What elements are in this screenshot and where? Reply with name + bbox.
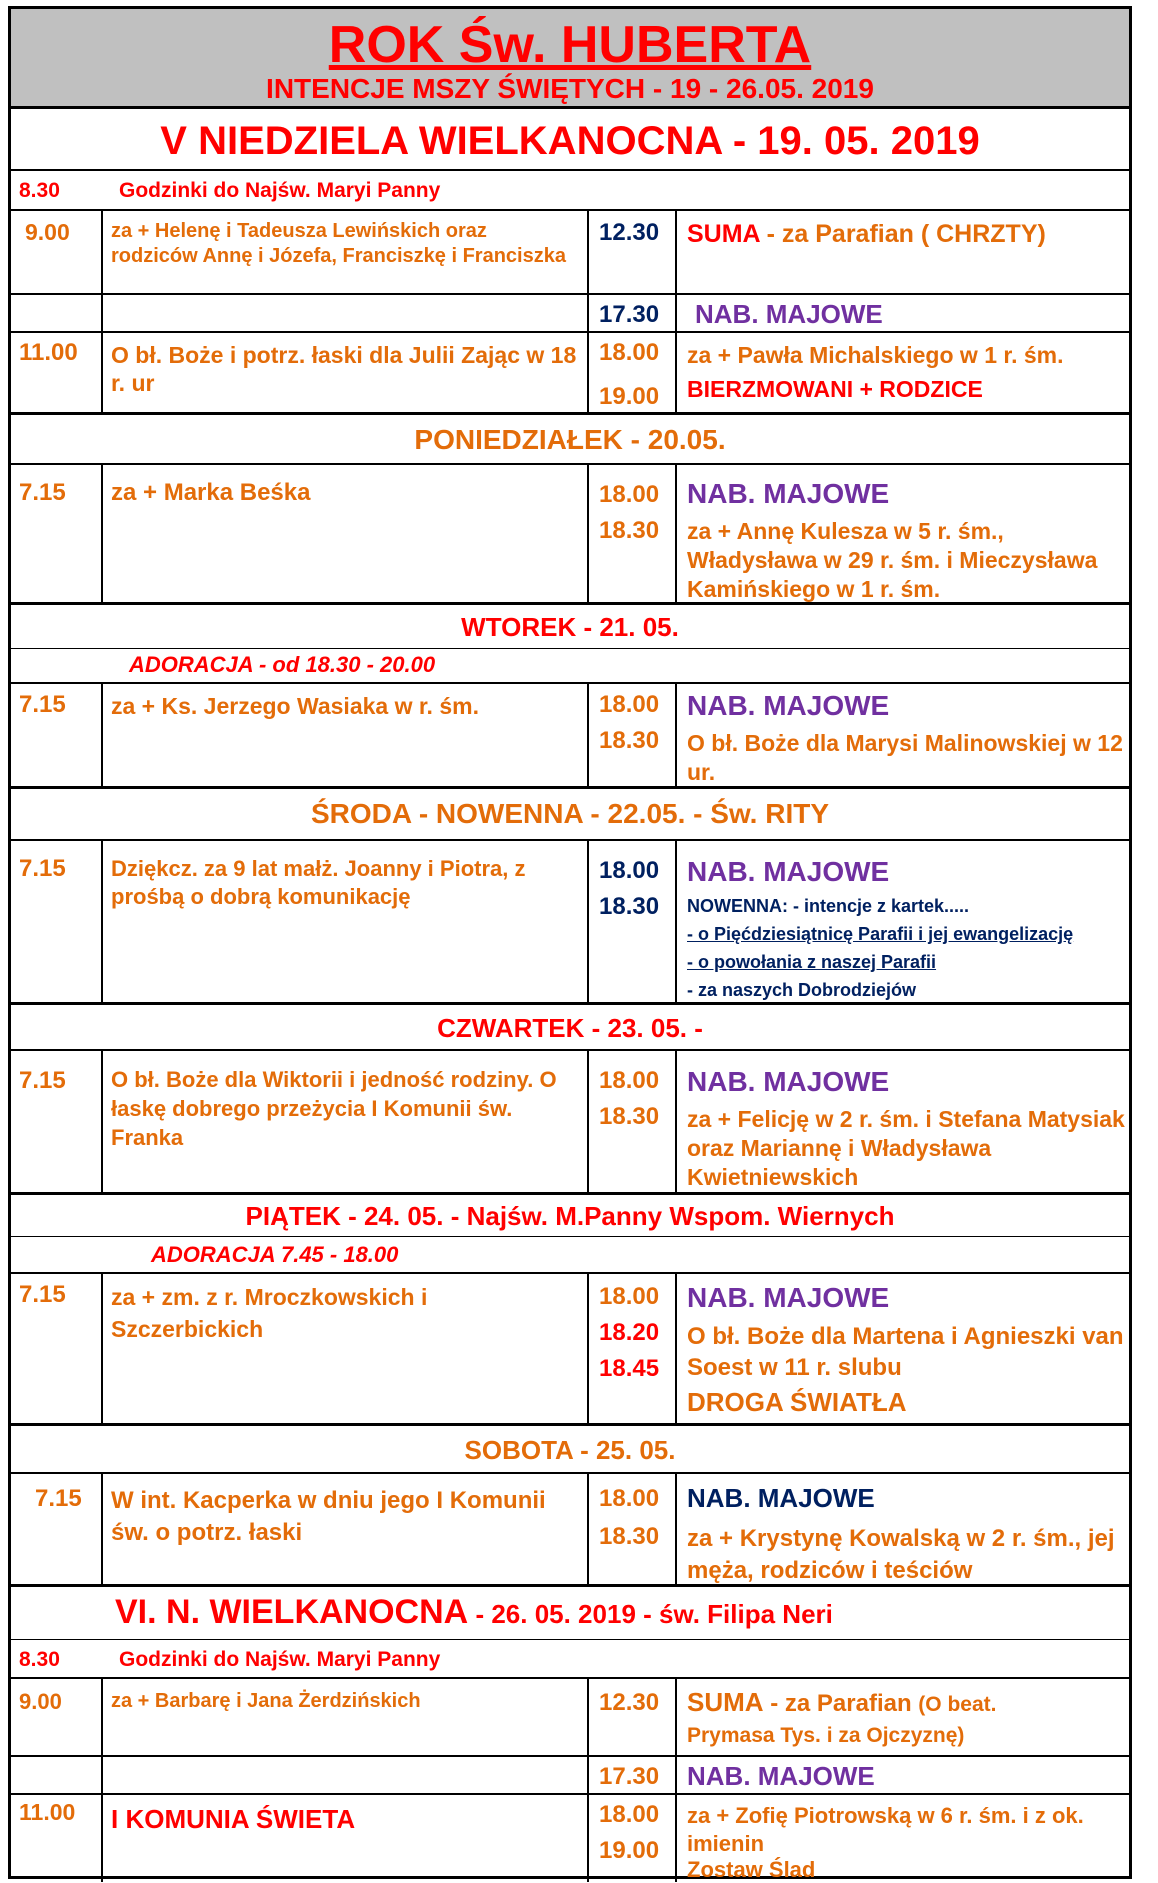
sunday2-godzinki-text: Godzinki do Najśw. Maryi Panny bbox=[119, 1648, 441, 1671]
sunday2-time-1900: 19.00 bbox=[599, 1837, 660, 1864]
column-divider bbox=[101, 1472, 103, 1584]
sunday2-time-1100: 11.00 bbox=[19, 1799, 76, 1825]
sunday2-godzinki-time: 8.30 bbox=[19, 1648, 60, 1671]
monday-heading-band bbox=[11, 415, 1129, 463]
friday-time-715: 7.15 bbox=[19, 1281, 66, 1308]
sunday2-heading-main: VI. N. WIELKANOCNA bbox=[115, 1593, 469, 1631]
column-divider bbox=[587, 1049, 589, 1192]
divider bbox=[11, 1472, 1129, 1474]
column-divider bbox=[101, 839, 103, 1002]
monday-time-1830: 18.30 bbox=[599, 517, 660, 544]
saturday-intention-1830: za + Krystynę Kowalską w 2 r. śm., jej męża, rodziców i teściów bbox=[687, 1525, 1115, 1584]
monday-time-1800: 18.00 bbox=[599, 481, 660, 508]
divider bbox=[11, 1049, 1129, 1051]
divider bbox=[11, 209, 1129, 211]
column-divider bbox=[587, 1472, 589, 1584]
thursday-time-1800: 18.00 bbox=[599, 1067, 660, 1094]
wednesday-heading: ŚRODA - NOWENNA - 22.05. - Św. RITY bbox=[310, 798, 830, 829]
tuesday-nab: NAB. MAJOWE bbox=[687, 690, 890, 721]
wednesday-time-715: 7.15 bbox=[19, 855, 66, 882]
sunday2-time-1730: 17.30 bbox=[599, 1763, 660, 1790]
schedule-sheet bbox=[8, 6, 1132, 1882]
friday-adoracja: ADORACJA 7.45 - 18.00 bbox=[151, 1242, 399, 1267]
divider bbox=[11, 682, 1129, 684]
column-divider bbox=[587, 463, 589, 602]
suma-text: - za Parafian bbox=[763, 1690, 919, 1717]
wednesday-nab: NAB. MAJOWE bbox=[687, 856, 890, 887]
sunday2-intention-900: za + Barbarę i Jana Żerdzińskich bbox=[111, 1690, 421, 1712]
saturday-time-715: 7.15 bbox=[35, 1485, 82, 1512]
saturday-time-1800: 18.00 bbox=[599, 1485, 660, 1512]
friday-intention-1820: O bł. Boże dla Martena i Agnieszki van Soest w 11 r. slubu bbox=[687, 1323, 1124, 1381]
monday-intention-1830: za + Annę Kulesza w 5 r. śm., Władysława w 29 r. śm. i Mieczysława Kamińskiego w 1 r. śm. bbox=[687, 518, 1098, 602]
sunday1-time-1230: 12.30 bbox=[599, 219, 660, 246]
tuesday-time-715: 7.15 bbox=[19, 691, 66, 718]
sunday1-intention-1800: za + Pawła Michalskiego w 1 r. śm. bbox=[687, 342, 1064, 368]
divider bbox=[11, 1677, 1129, 1679]
divider bbox=[11, 331, 1129, 333]
wednesday-time-1830: 18.30 bbox=[599, 893, 660, 920]
sunday1-time-1800: 18.00 bbox=[599, 339, 660, 366]
wednesday-intention-715: Dziękcz. za 9 lat małż. Joanny i Piotra, z prośbą o dobrą komunikację bbox=[111, 856, 526, 909]
monday-nab: NAB. MAJOWE bbox=[687, 478, 890, 509]
divider bbox=[11, 1192, 1129, 1195]
divider bbox=[11, 463, 1129, 465]
column-divider bbox=[587, 682, 589, 786]
divider bbox=[11, 839, 1129, 841]
thursday-intention-1830: za + Felicję w 2 r. śm. i Stefana Matysiak oraz Mariannę i Władysława Kwietniewskich bbox=[687, 1106, 1125, 1190]
column-divider bbox=[101, 209, 103, 412]
sunday2-time-900: 9.00 bbox=[19, 1689, 62, 1714]
divider bbox=[11, 1272, 1129, 1274]
column-divider bbox=[675, 682, 677, 786]
divider bbox=[11, 1755, 1129, 1757]
friday-heading: PIĄTEK - 24. 05. - Najśw. M.Panny Wspom. Wiernych bbox=[245, 1201, 895, 1231]
column-divider bbox=[675, 1677, 677, 1882]
sunday1-time-900: 9.00 bbox=[25, 219, 70, 245]
friday-intention-715: za + zm. z r. Mroczkowskich i Szczerbickich bbox=[111, 1284, 428, 1342]
divider bbox=[11, 293, 1129, 295]
tuesday-time-1800: 18.00 bbox=[599, 691, 660, 718]
column-divider bbox=[587, 1272, 589, 1423]
suma-label: SUMA bbox=[687, 220, 760, 248]
sunday2-heading bbox=[115, 1592, 833, 1633]
sunday2-suma-note-2: Prymasa Tys. i za Ojczyznę) bbox=[687, 1724, 965, 1747]
suma-note: (O beat. bbox=[918, 1693, 997, 1716]
column-divider bbox=[101, 682, 103, 786]
column-divider bbox=[587, 1677, 589, 1882]
sunday1-intention-1900: BIERZMOWANI + RODZICE bbox=[687, 376, 983, 402]
column-divider bbox=[101, 1272, 103, 1423]
thursday-heading: CZWARTEK - 23. 05. - bbox=[437, 1013, 703, 1043]
sunday2-time-1800: 18.00 bbox=[599, 1801, 660, 1828]
divider bbox=[11, 1236, 1129, 1237]
suma-label: SUMA bbox=[687, 1687, 764, 1717]
friday-droga-swiatla: DROGA ŚWIATŁA bbox=[687, 1387, 907, 1417]
thursday-nab: NAB. MAJOWE bbox=[687, 1066, 890, 1097]
monday-time-715: 7.15 bbox=[19, 479, 66, 506]
sunday2-time-1230: 12.30 bbox=[599, 1689, 660, 1716]
column-divider bbox=[101, 463, 103, 602]
thursday-intention-715: O bł. Boże dla Wiktorii i jedność rodziny. O łaskę dobrego przeżycia I Komunii św. Franka bbox=[111, 1067, 557, 1150]
saturday-heading-band bbox=[11, 1426, 1129, 1472]
sunday2-suma bbox=[687, 1687, 996, 1719]
sunday2-intention-1800: za + Zofię Piotrowską w 6 r. śm. i z ok. imienin bbox=[687, 1803, 1084, 1856]
column-divider bbox=[675, 839, 677, 1002]
sunday1-intention-1100: O bł. Boże i potrz. łaski dla Julii Zając w 18 r. ur bbox=[111, 342, 577, 396]
wednesday-nowenna: NOWENNA: - intencje z kartek..... bbox=[687, 896, 970, 916]
saturday-intention-715: W int. Kacperka w dniu jego I Komunii św. o potrz. łaski bbox=[111, 1487, 546, 1546]
divider bbox=[11, 169, 1129, 171]
friday-time-1800: 18.00 bbox=[599, 1283, 660, 1310]
thursday-time-1830: 18.30 bbox=[599, 1103, 660, 1130]
page-title: ROK Św. HUBERTA bbox=[328, 16, 812, 74]
wednesday-nowenna-item-1: - o Pięćdziesiątnicę Parafii i jej ewangelizację bbox=[687, 924, 1074, 944]
sunday1-godzinki-text: Godzinki do Najśw. Maryi Panny bbox=[119, 179, 441, 202]
monday-intention-715: za + Marka Beśka bbox=[111, 479, 311, 506]
column-divider bbox=[675, 1049, 677, 1192]
friday-time-1820: 18.20 bbox=[599, 1319, 660, 1346]
sunday1-time-1900: 19.00 bbox=[599, 383, 660, 410]
friday-nab: NAB. MAJOWE bbox=[687, 1282, 890, 1313]
sunday1-nab: NAB. MAJOWE bbox=[695, 299, 883, 329]
tuesday-time-1830: 18.30 bbox=[599, 727, 660, 754]
tuesday-intention-715: za + Ks. Jerzego Wasiaka w r. śm. bbox=[111, 693, 479, 719]
sunday2-heading-rest: - 26. 05. 2019 - św. Filipa Neri bbox=[468, 1599, 833, 1629]
wednesday-heading-band bbox=[11, 789, 1129, 839]
sunday2-nab: NAB. MAJOWE bbox=[687, 1761, 875, 1791]
tuesday-intention-1830: O bł. Boże dla Marysi Malinowskiej w 12 ur. bbox=[687, 730, 1123, 785]
column-divider bbox=[587, 839, 589, 1002]
wednesday-nowenna-item-3: - za naszych Dobrodziejów bbox=[687, 980, 917, 1000]
sunday2-zostaw-slad: Zostaw Ślad bbox=[687, 1857, 816, 1882]
column-divider bbox=[101, 1677, 103, 1882]
column-divider bbox=[675, 1472, 677, 1584]
sunday1-heading: V NIEDZIELA WIELKANOCNA - 19. 05. 2019 bbox=[160, 119, 980, 163]
suma-text: - za Parafian ( CHRZTY) bbox=[759, 220, 1046, 248]
wednesday-nowenna-item-2: - o powołania z naszej Parafii bbox=[687, 952, 937, 972]
thursday-time-715: 7.15 bbox=[19, 1067, 66, 1094]
sunday1-suma bbox=[687, 219, 1046, 249]
header-banner bbox=[11, 9, 1129, 109]
tuesday-adoracja: ADORACJA - od 18.30 - 20.00 bbox=[129, 652, 436, 677]
sunday2-intention-1100: I KOMUNIA ŚWIETA bbox=[111, 1804, 356, 1834]
divider bbox=[11, 1639, 1129, 1640]
saturday-time-1830: 18.30 bbox=[599, 1523, 660, 1550]
friday-time-1845: 18.45 bbox=[599, 1355, 660, 1382]
divider bbox=[11, 1584, 1129, 1587]
column-divider bbox=[675, 463, 677, 602]
column-divider bbox=[675, 209, 677, 412]
monday-heading: PONIEDZIAŁEK - 20.05. bbox=[414, 424, 726, 455]
divider bbox=[11, 602, 1129, 605]
divider bbox=[11, 648, 1129, 649]
page-subtitle: INTENCJE MSZY ŚWIĘTYCH - 19 - 26.05. 2019 bbox=[266, 73, 874, 104]
sunday1-time-1730: 17.30 bbox=[599, 301, 660, 328]
column-divider bbox=[587, 209, 589, 412]
sunday1-godzinki-time: 8.30 bbox=[19, 179, 60, 202]
column-divider bbox=[101, 1049, 103, 1192]
wednesday-time-1800: 18.00 bbox=[599, 857, 660, 884]
saturday-heading: SOBOTA - 25. 05. bbox=[464, 1435, 676, 1465]
tuesday-heading: WTOREK - 21. 05. bbox=[461, 612, 679, 642]
column-divider bbox=[675, 1272, 677, 1423]
thursday-heading-band bbox=[11, 1005, 1129, 1049]
sunday1-intention-900: za + Helenę i Tadeusza Lewińskich oraz rodziców Annę i Józefa, Franciszkę i Franciszka bbox=[111, 220, 566, 267]
sunday1-time-1100: 11.00 bbox=[19, 339, 78, 366]
divider bbox=[11, 1793, 1129, 1795]
saturday-nab: NAB. MAJOWE bbox=[687, 1483, 875, 1513]
